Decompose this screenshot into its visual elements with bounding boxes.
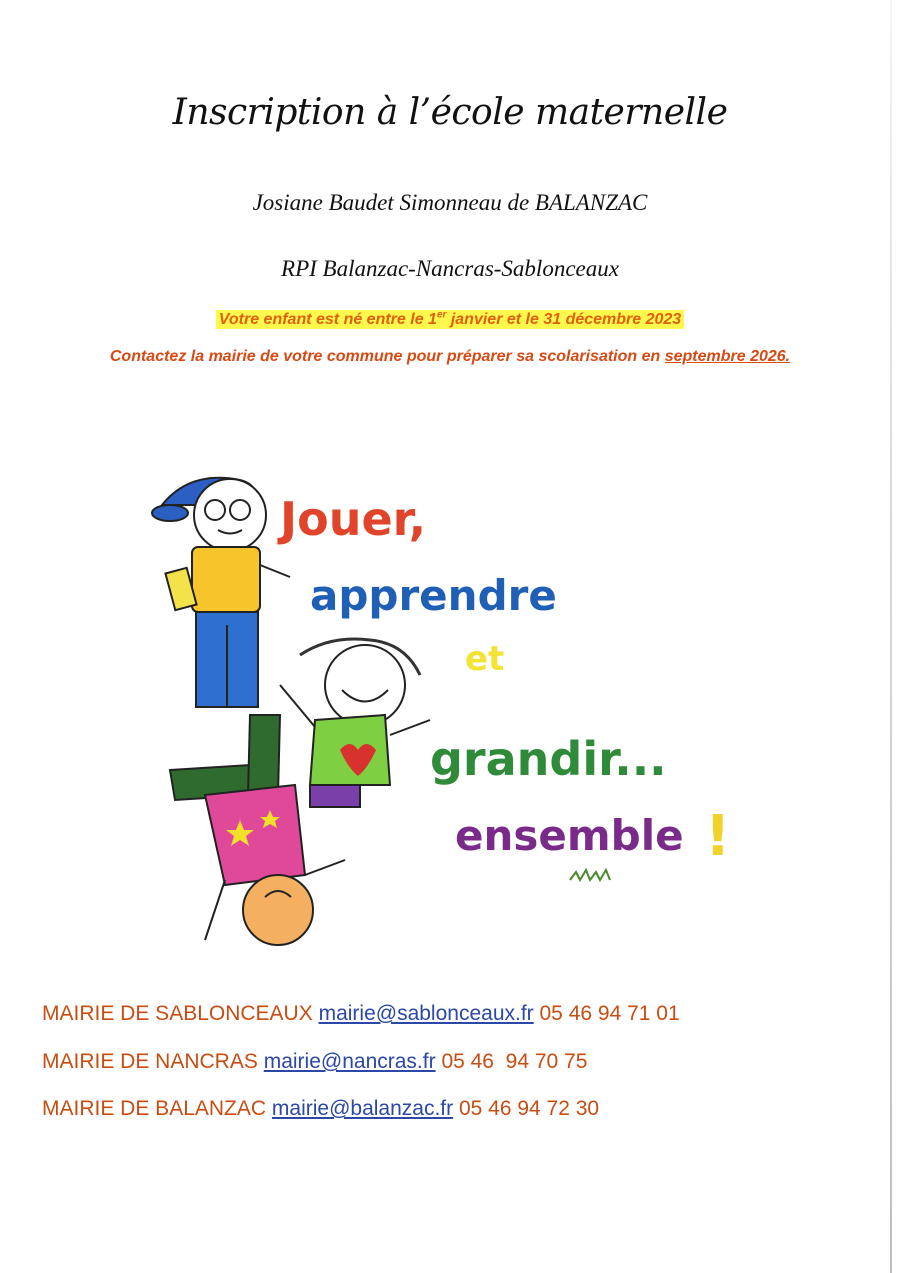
notice-text-start: Votre enfant est né entre le 1 bbox=[218, 311, 437, 329]
grass-doodle bbox=[570, 870, 610, 880]
page-title: Inscription à l’école maternelle bbox=[172, 92, 728, 133]
contact-text: Contactez la mairie de votre commune pour préparer sa scolarisation en bbox=[109, 348, 665, 365]
contact-date: septembre 2026. bbox=[664, 348, 791, 365]
mairie-phone: 05 46 94 70 75 bbox=[441, 1050, 588, 1073]
notice-superscript: er bbox=[436, 310, 447, 321]
mairie-phone: 05 46 94 71 01 bbox=[539, 1002, 680, 1025]
mairie-email-link[interactable]: mairie@nancras.fr bbox=[263, 1050, 436, 1073]
rpi-name: RPI Balanzac-Nancras-Sablonceaux bbox=[281, 256, 619, 281]
school-name: Josiane Baudet Simonneau de BALANZAC bbox=[252, 190, 648, 215]
birth-date-notice bbox=[0, 310, 900, 329]
mairie-name: MAIRIE DE NANCRAS bbox=[42, 1050, 258, 1073]
contact-instruction bbox=[0, 348, 900, 366]
word-et: et bbox=[465, 639, 505, 679]
word-jouer: Jouer, bbox=[280, 492, 427, 546]
mairie-sablonceaux bbox=[42, 1002, 680, 1026]
word-grandir: grandir... bbox=[430, 732, 667, 786]
mairie-balanzac bbox=[42, 1097, 599, 1121]
mairie-phone: 05 46 94 72 30 bbox=[458, 1097, 600, 1120]
mairie-name: MAIRIE DE BALANZAC bbox=[42, 1097, 267, 1120]
mairie-email-link[interactable]: mairie@sablonceaux.fr bbox=[318, 1002, 534, 1025]
word-apprendre: apprendre bbox=[310, 571, 557, 620]
notice-highlight bbox=[216, 310, 684, 329]
boy-figure bbox=[152, 478, 290, 707]
children-illustration bbox=[130, 465, 750, 965]
word-ensemble: ensemble bbox=[455, 811, 684, 860]
notice-text-end: janvier et le 31 décembre 2023 bbox=[446, 311, 682, 329]
mairie-nancras bbox=[42, 1050, 587, 1074]
girl-figure bbox=[280, 639, 430, 807]
mairie-name: MAIRIE DE SABLONCEAUX bbox=[42, 1002, 313, 1025]
mairie-email-link[interactable]: mairie@balanzac.fr bbox=[271, 1097, 454, 1120]
word-exclamation: ! bbox=[705, 804, 731, 869]
